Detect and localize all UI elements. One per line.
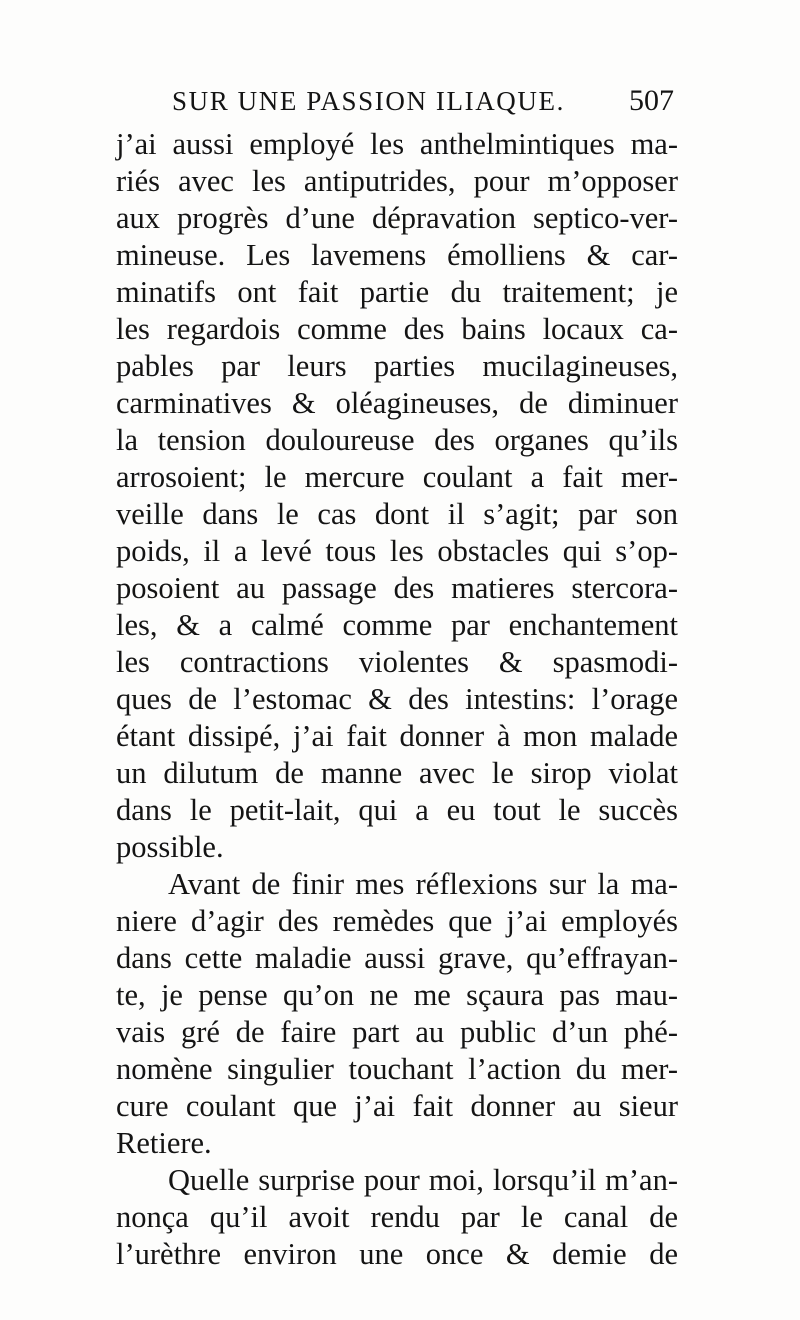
- paragraph-end-line: Retiere.: [116, 1126, 212, 1160]
- text-line: les, & a calmé comme par enchantement: [116, 608, 678, 642]
- text-line: ques de l’estomac & des intestins: l’orage: [116, 682, 678, 716]
- paragraph-end-line: possible.: [116, 830, 224, 864]
- text-line: pables par leurs parties mucilagineuses,: [116, 349, 678, 383]
- text-line: mineuse. Les lavemens émolliens & car-: [116, 238, 678, 272]
- running-title: SUR UNE PASSION ILIAQUE.: [172, 86, 565, 116]
- text-line: te, je pense qu’on ne me sçaura pas mau-: [116, 978, 678, 1012]
- text-line: nomène singulier touchant l’action du mer-: [116, 1052, 678, 1086]
- text-line: un dilutum de manne avec le sirop violat: [116, 756, 678, 790]
- text-line: la tension douloureuse des organes qu’ils: [116, 423, 678, 457]
- text-line: les regardois comme des bains locaux ca-: [116, 312, 678, 346]
- paragraph-start-line: Quelle surprise pour moi, lorsqu’il m’an-: [168, 1163, 678, 1197]
- text-line: minatifs ont fait partie du traitement; je: [116, 275, 678, 309]
- text-line: posoient au passage des matieres stercora-: [116, 571, 678, 605]
- page-number: 507: [629, 84, 674, 117]
- text-line: aux progrès d’une dépravation septico-ver-: [116, 201, 678, 235]
- body-text: [116, 126, 678, 1273]
- text-line: carminatives & oléagineuses, de diminuer: [116, 386, 678, 420]
- text-line: étant dissipé, j’ai fait donner à mon malade: [116, 719, 678, 753]
- text-line: dans le petit-lait, qui a eu tout le succès: [116, 793, 678, 827]
- text-line: j’ai aussi employé les anthelmintiques ma-: [116, 127, 678, 161]
- paragraph-start-line: Avant de finir mes réflexions sur la ma-: [168, 867, 678, 901]
- text-line: l’urèthre environ une once & demie de: [116, 1237, 678, 1271]
- text-line: arrosoient; le mercure coulant a fait mer-: [116, 460, 678, 494]
- text-line: cure coulant que j’ai fait donner au sieur: [116, 1089, 678, 1123]
- text-line: les contractions violentes & spasmodi-: [116, 645, 678, 679]
- running-head: [172, 86, 692, 126]
- text-line: dans cette maladie aussi grave, qu’effrayan-: [116, 941, 678, 975]
- text-line: niere d’agir des remèdes que j’ai employés: [116, 904, 678, 938]
- text-line: nonça qu’il avoit rendu par le canal de: [116, 1200, 678, 1234]
- text-line: vais gré de faire part au public d’un phé-: [116, 1015, 678, 1049]
- text-line: veille dans le cas dont il s’agit; par son: [116, 497, 678, 531]
- text-line: riés avec les antiputrides, pour m’opposer: [116, 164, 678, 198]
- text-line: poids, il a levé tous les obstacles qui s’op-: [116, 534, 678, 568]
